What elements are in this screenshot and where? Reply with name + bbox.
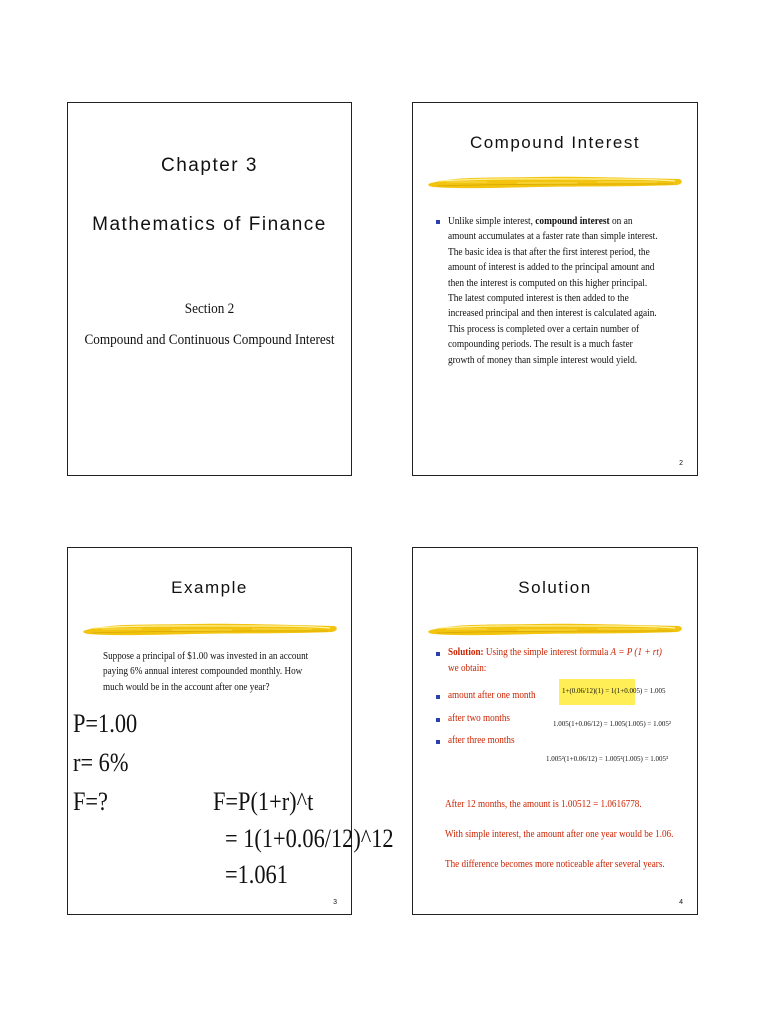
equation-one-month: 1+(0.06/12)(1) = 1(1+0.005) = 1.005 xyxy=(562,687,666,695)
after-12-months-text: After 12 months, the amount is 1.00512 = 1.0616778. xyxy=(445,799,642,810)
simple-interest-formula: A = P (1 + rt) xyxy=(610,647,662,658)
future-value-line: F=? xyxy=(73,787,108,816)
bullet-paragraph xyxy=(448,214,660,368)
slide-title: Example xyxy=(171,578,248,597)
rate-line: r= 6% xyxy=(73,748,129,777)
equation-three-months: 1.005²(1+0.06/12) = 1.005²(1.005) = 1.005³ xyxy=(546,755,669,763)
calculation-line: = 1(1+0.06/12)^12 xyxy=(225,824,394,853)
page-number: 2 xyxy=(679,460,683,467)
result-line: =1.061 xyxy=(225,860,288,889)
principal-line: P=1.00 xyxy=(73,709,138,738)
solution-label: Solution: xyxy=(448,647,484,658)
yellow-brush-divider xyxy=(427,619,685,639)
bullet-one-month: amount after one month xyxy=(448,690,536,701)
book-title: Mathematics of Finance xyxy=(92,214,327,235)
section-title: Compound and Continuous Compound Interest xyxy=(84,332,335,348)
we-obtain-text: we obtain: xyxy=(448,663,487,674)
simple-interest-comparison: With simple interest, the amount after one year would be 1.06. xyxy=(445,829,674,840)
yellow-brush-divider xyxy=(427,172,685,192)
paragraph-text-start: Unlike simple interest, xyxy=(448,216,536,227)
paragraph-bold-term: compound interest xyxy=(535,216,610,227)
page-number: 4 xyxy=(679,899,683,906)
slide-1 xyxy=(67,102,352,476)
compound-formula: F=P(1+r)^t xyxy=(213,787,314,816)
bullet-two-months: after two months xyxy=(448,713,510,724)
chapter-title: Chapter 3 xyxy=(161,155,258,176)
difference-note: The difference becomes more noticeable after several years. xyxy=(445,859,665,870)
bullet-icon xyxy=(436,220,440,224)
slide-2 xyxy=(412,102,698,476)
slide-title: Compound Interest xyxy=(469,133,641,152)
section-number: Section 2 xyxy=(184,301,235,317)
slide-title: Solution xyxy=(518,578,592,597)
bullet-three-months: after three months xyxy=(448,735,515,746)
bullet-icon xyxy=(436,740,440,744)
problem-statement: Suppose a principal of $1.00 was invested in an account paying 6% annual interest compounded monthly. How much would be in the account after one year? xyxy=(103,651,309,693)
bullet-icon xyxy=(436,695,440,699)
solution-text: Using the simple interest formula xyxy=(483,647,611,658)
yellow-brush-divider xyxy=(82,619,340,639)
solution-intro xyxy=(448,645,668,660)
page-number: 3 xyxy=(333,899,337,906)
equation-two-months: 1.005(1+0.06/12) = 1.005(1.005) = 1.005² xyxy=(553,720,671,728)
bullet-icon xyxy=(436,652,440,656)
slide-4 xyxy=(412,547,698,915)
slide-3 xyxy=(67,547,394,915)
bullet-icon xyxy=(436,718,440,722)
paragraph-text-rest: on an amount accumulates at a faster rate than simple interest. The basic idea is that after the first interest period, the amount of interest is added to the principal amount and then the interest is computed on this higher principal. The latest computed interest is then added to the increased principal and then interest is calculated again. This process is completed over a certain number of compounding periods. The result is a much faster growth of money than simple interest would yield. xyxy=(448,216,658,366)
